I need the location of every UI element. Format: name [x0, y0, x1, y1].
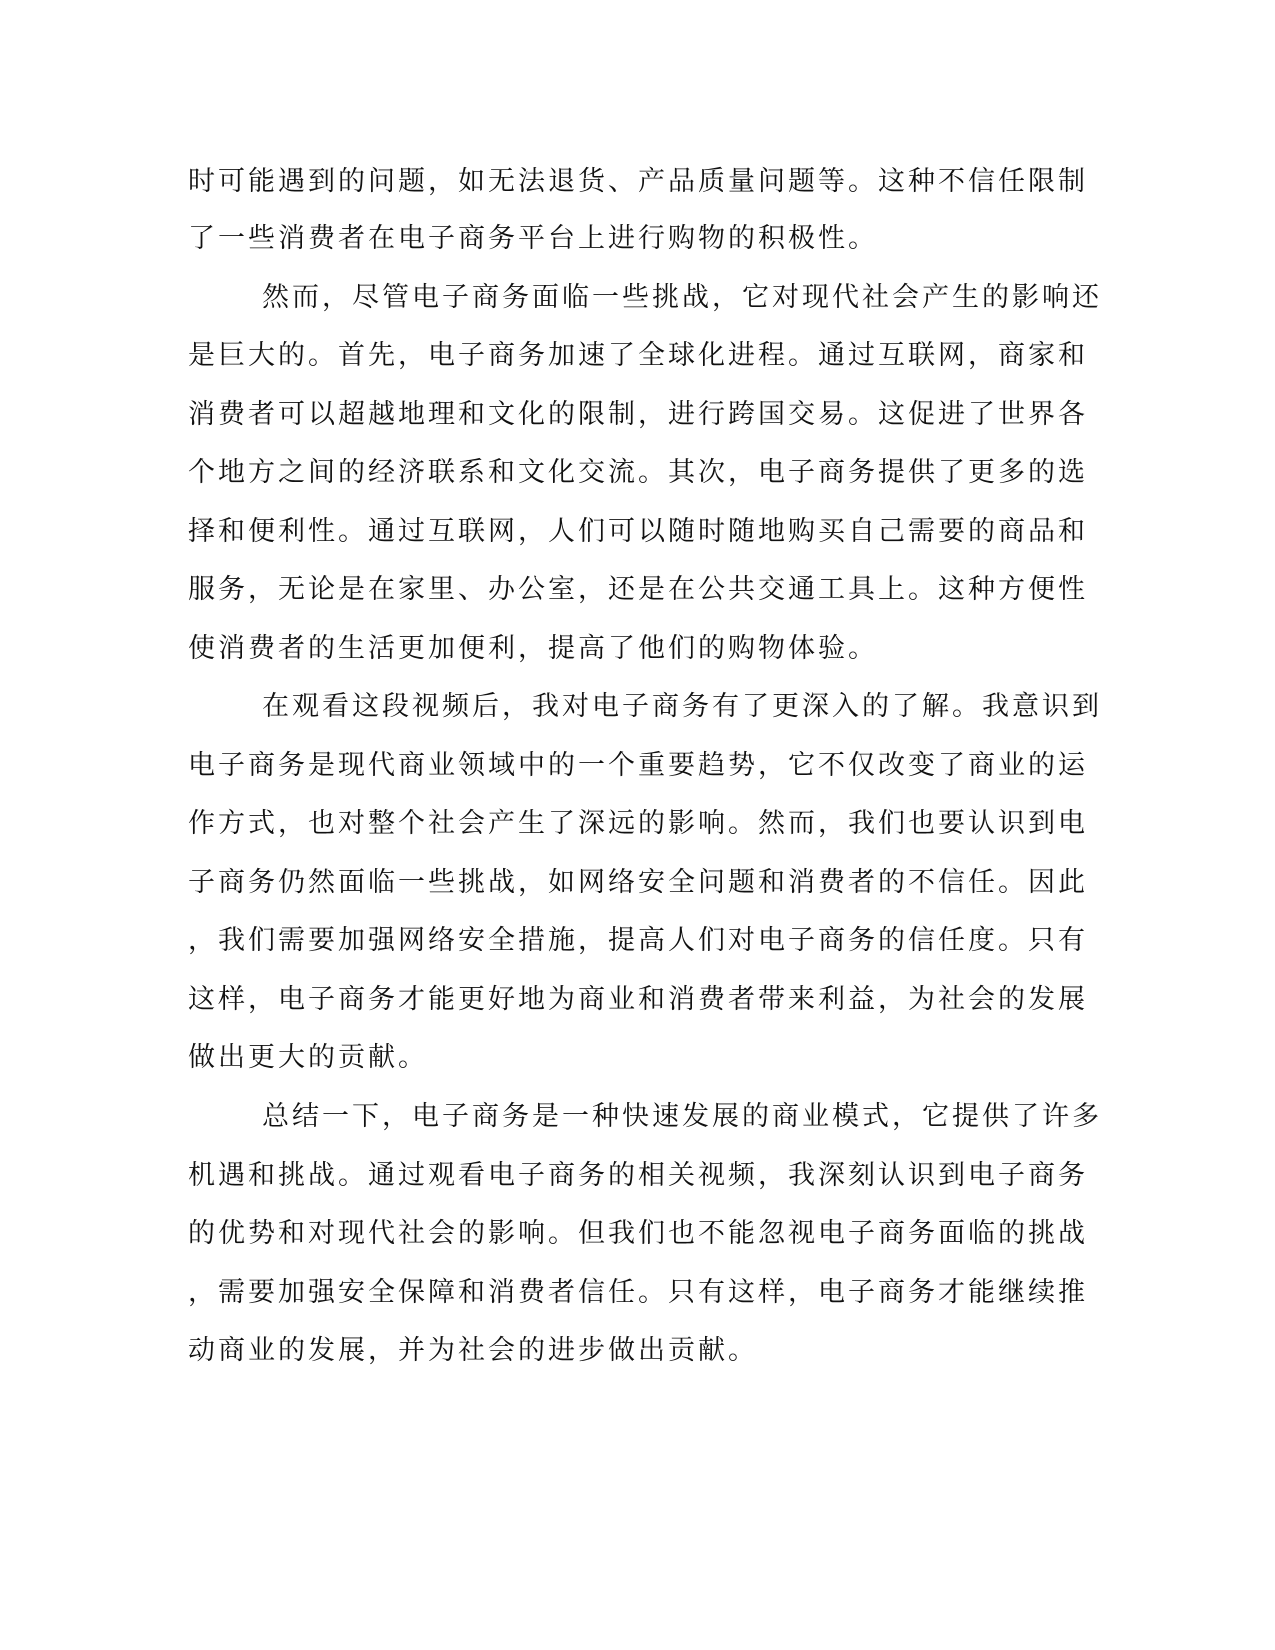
text-line: 动商业的发展，并为社会的进步做出贡献。 [188, 1335, 758, 1366]
text-line: 时可能遇到的问题，如无法退货、产品质量问题等。这种不信任限制 [188, 166, 1088, 197]
paragraph-start-line: 然而，尽管电子商务面临一些挑战，它对现代社会产生的影响还 [262, 282, 1102, 313]
text-line: 择和便利性。通过互联网，人们可以随时随地购买自己需要的商品和 [188, 516, 1088, 547]
text-line: 这样，电子商务才能更好地为商业和消费者带来利益，为社会的发展 [188, 984, 1088, 1015]
text-line: 了一些消费者在电子商务平台上进行购物的积极性。 [188, 223, 878, 254]
text-line: 作方式，也对整个社会产生了深远的影响。然而，我们也要认识到电 [188, 808, 1088, 839]
text-line: 的优势和对现代社会的影响。但我们也不能忽视电子商务面临的挑战 [188, 1218, 1088, 1249]
text-line: ，需要加强安全保障和消费者信任。只有这样，电子商务才能继续推 [188, 1277, 1088, 1308]
paragraph-start-line: 在观看这段视频后，我对电子商务有了更深入的了解。我意识到 [262, 691, 1102, 722]
text-line: 使消费者的生活更加便利，提高了他们的购物体验。 [188, 633, 878, 664]
text-line: 电子商务是现代商业领域中的一个重要趋势，它不仅改变了商业的运 [188, 750, 1088, 781]
text-line: 机遇和挑战。通过观看电子商务的相关视频，我深刻认识到电子商务 [188, 1160, 1088, 1191]
text-line: 做出更大的贡献。 [188, 1042, 428, 1073]
text-line: 子商务仍然面临一些挑战，如网络安全问题和消费者的不信任。因此 [188, 867, 1088, 898]
text-line: 服务，无论是在家里、办公室，还是在公共交通工具上。这种方便性 [188, 574, 1088, 605]
text-line: 个地方之间的经济联系和文化交流。其次，电子商务提供了更多的选 [188, 457, 1088, 488]
text-line: ，我们需要加强网络安全措施，提高人们对电子商务的信任度。只有 [188, 925, 1088, 956]
text-line: 是巨大的。首先，电子商务加速了全球化进程。通过互联网，商家和 [188, 340, 1088, 371]
paragraph-start-line: 总结一下，电子商务是一种快速发展的商业模式，它提供了许多 [262, 1101, 1102, 1132]
text-line: 消费者可以超越地理和文化的限制，进行跨国交易。这促进了世界各 [188, 399, 1088, 430]
